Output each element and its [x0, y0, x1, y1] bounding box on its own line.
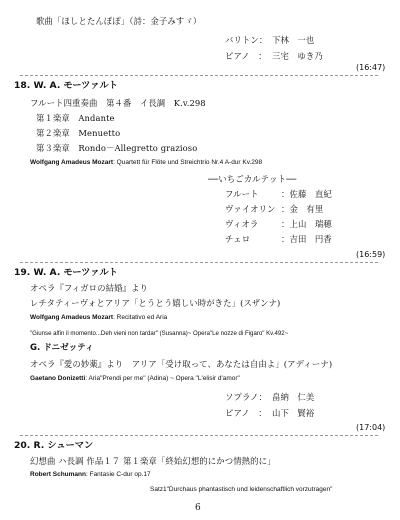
section-divider — [20, 262, 378, 263]
performer-role: ヴァイオリン — [225, 204, 276, 214]
english-work-line — [30, 160, 262, 167]
program-time: (17:04) — [356, 423, 386, 432]
opera-title: オペラ『フィガロの結婚』より — [30, 283, 148, 293]
song-title: 歌曲「ほしとたんぽぽ」（詩：金子みすゞ） — [36, 16, 202, 26]
english-work: : Fantasie C-dur op.17 — [85, 471, 151, 478]
english-work-detail: "Giunse alfin il momento...Deh vieni non tardar" (Susanna)~ Opera"Le nozze di Figaro" Kv.492~ — [30, 330, 289, 337]
movement-3: 第３楽章 Rondo－Allegretto grazioso — [36, 143, 198, 153]
program-time: (16:59) — [356, 250, 386, 259]
english-work-line — [30, 472, 151, 479]
section-divider — [20, 75, 378, 76]
english-work: : Recitativo ed Aria — [113, 314, 168, 321]
performer-name: 三宅 ゆき乃 — [272, 51, 323, 61]
movement-2: 第２楽章 Menuetto — [36, 128, 121, 138]
performer-name: ：吉田 円香 — [281, 234, 332, 244]
work-title: フルート四重奏曲 第４番 イ長調 K.v.298 — [30, 98, 206, 108]
performer-name: ：上山 瑞穂 — [281, 219, 332, 229]
performer-name: ：金 有里 — [281, 204, 324, 214]
performer-role: フルート — [225, 189, 259, 199]
program-time: (16:47) — [356, 63, 386, 72]
performer-name: 下林 一也 — [272, 35, 315, 45]
english-composer: Robert Schumann — [30, 471, 86, 478]
english-composer: Wolfgang Amadeus Mozart — [30, 159, 114, 166]
aria-title: オペラ『愛の妙薬』より アリア「受け取って、あなたは自由よ」(アディーナ) — [30, 359, 333, 369]
english-work: : Quartett für Flöte und Streichtrio Nr.4 A-dur Kv.298 — [113, 159, 263, 166]
performer-role: ピアノ ： — [225, 51, 267, 61]
performer-role: ヴィオラ — [225, 219, 259, 229]
performer-role: ピアノ ： — [225, 408, 267, 418]
performer-role: ソプラノ： — [225, 392, 268, 402]
movement-1: 第１楽章 Andante — [36, 113, 115, 123]
performer-name: 畠納 仁美 — [272, 392, 315, 402]
ensemble-name: ──いちごカルテット── — [208, 174, 297, 184]
english-work-line — [30, 315, 167, 322]
english-work-detail: Satz1"Durchaus phantastisch und leidenschaftlich vorzutragen" — [150, 486, 333, 493]
performer-role: バリトン： — [225, 35, 268, 45]
aria-title: レチタティーヴォとアリア「とうとう嬉しい時がきた」(スザンナ) — [30, 298, 281, 308]
composer-name: G. ドニゼッティ — [30, 343, 94, 353]
performer-role: チェロ — [225, 234, 251, 244]
performer-name: 山下 賢裕 — [272, 408, 315, 418]
program-item-header: 19. W. A. モーツァルト — [14, 267, 118, 278]
section-divider — [20, 435, 378, 436]
english-work-line — [30, 376, 240, 383]
english-composer: Wolfgang Amadeus Mozart — [30, 314, 114, 321]
performer-name: ：佐藤 直紀 — [281, 189, 332, 199]
program-item-header: 20. R. シューマン — [14, 440, 94, 451]
program-item-header: 18. W. A. モーツァルト — [14, 80, 118, 91]
english-composer: Gaetano Donizetti — [30, 375, 86, 382]
work-title: 幻想曲 ハ長調 作品１７ 第１楽章「終始幻想的にかつ情熱的に」 — [30, 456, 276, 466]
page-number: 6 — [195, 503, 201, 513]
english-work: : Aria"Prendi per me" (Adina) ~ Opera "L'elisir d'amor" — [85, 375, 240, 382]
